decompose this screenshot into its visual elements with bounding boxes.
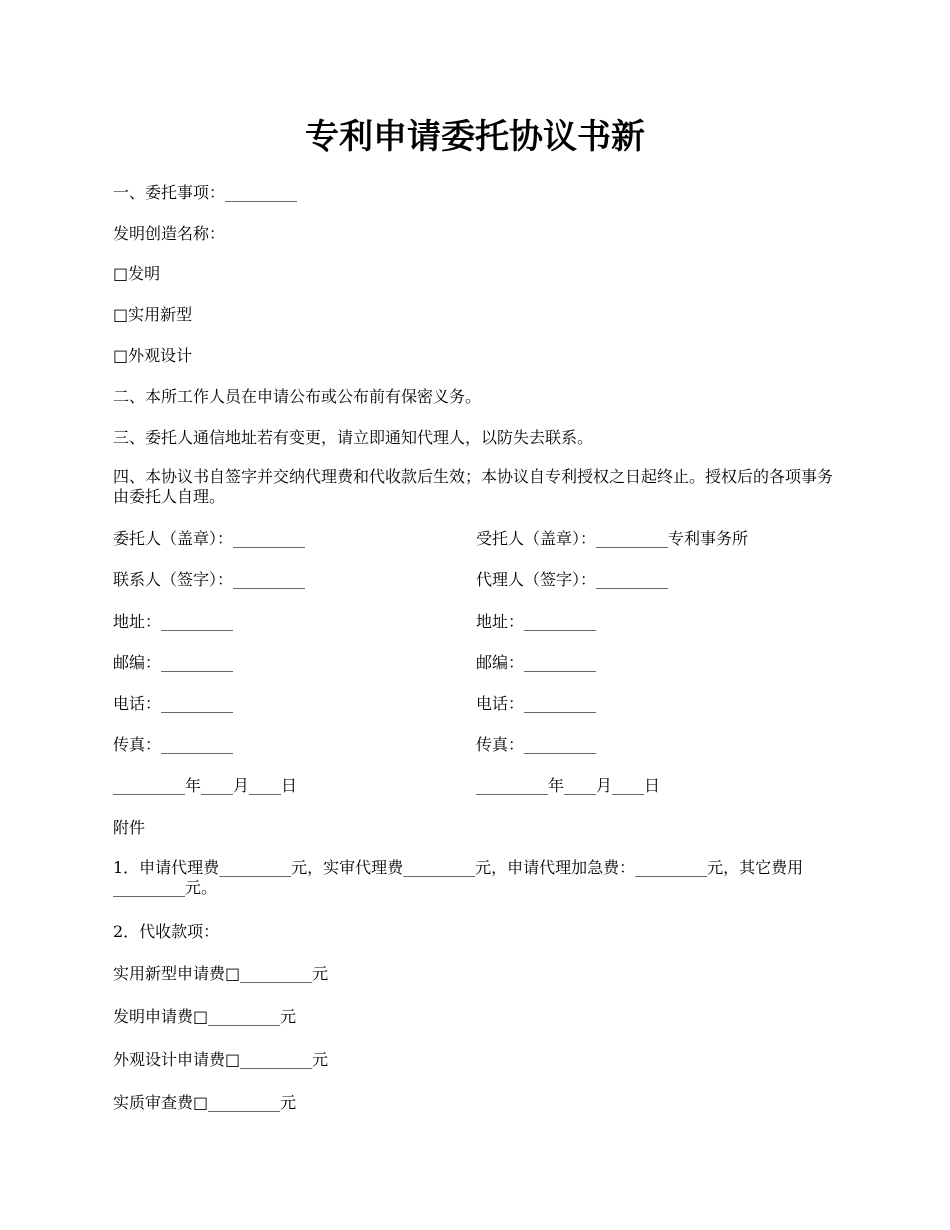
client-date: _________年____月____日 bbox=[113, 776, 298, 795]
fee-item-1: 1．申请代理费_________元，实审代理费_________元，申请代理加急费：_________元，其它费用_________元。 bbox=[113, 858, 804, 897]
entrust-item: 一、委托事项：_________ bbox=[113, 183, 298, 202]
clause-2: 二、本所工作人员在申请公布或公布前有保密义务。 bbox=[113, 387, 482, 406]
design-fee: 外观设计申请费□_________元 bbox=[113, 1050, 329, 1069]
document-title: 专利申请委托协议书新 bbox=[305, 117, 645, 157]
client-seal: 委托人（盖章）：_________ bbox=[113, 529, 306, 548]
option-design: □外观设计 bbox=[113, 346, 193, 365]
invention-name: 发明创造名称： bbox=[113, 224, 226, 243]
client-fax: 传真：_________ bbox=[113, 735, 234, 754]
agent-fax: 传真：_________ bbox=[476, 735, 597, 754]
utility-fee: 实用新型申请费□_________元 bbox=[113, 964, 329, 983]
agent-phone: 电话：_________ bbox=[476, 694, 597, 713]
exam-fee: 实质审查费□_________元 bbox=[113, 1093, 297, 1112]
agent-sign: 代理人（签字）：_________ bbox=[476, 570, 669, 589]
client-address: 地址：_________ bbox=[113, 612, 234, 631]
agent-seal: 受托人（盖章）：_________专利事务所 bbox=[476, 529, 749, 548]
agent-address: 地址：_________ bbox=[476, 612, 597, 631]
client-postcode: 邮编：_________ bbox=[113, 653, 234, 672]
client-phone: 电话：_________ bbox=[113, 694, 234, 713]
option-invention: □发明 bbox=[113, 264, 161, 283]
contact-sign: 联系人（签字）：_________ bbox=[113, 570, 306, 589]
agent-postcode: 邮编：_________ bbox=[476, 653, 597, 672]
attachment-heading: 附件 bbox=[113, 818, 146, 837]
fee-item-2: 2．代收款项： bbox=[113, 922, 220, 941]
clause-4: 四、本协议书自签字并交纳代理费和代收款后生效；本协议自专利授权之日起终止。授权后的各项事务由委托人自理。 bbox=[113, 467, 834, 506]
agent-date: _________年____月____日 bbox=[476, 776, 661, 795]
clause-3: 三、委托人通信地址若有变更，请立即通知代理人，以防失去联系。 bbox=[113, 428, 594, 447]
option-utility: □实用新型 bbox=[113, 305, 193, 324]
invention-fee: 发明申请费□_________元 bbox=[113, 1007, 297, 1026]
